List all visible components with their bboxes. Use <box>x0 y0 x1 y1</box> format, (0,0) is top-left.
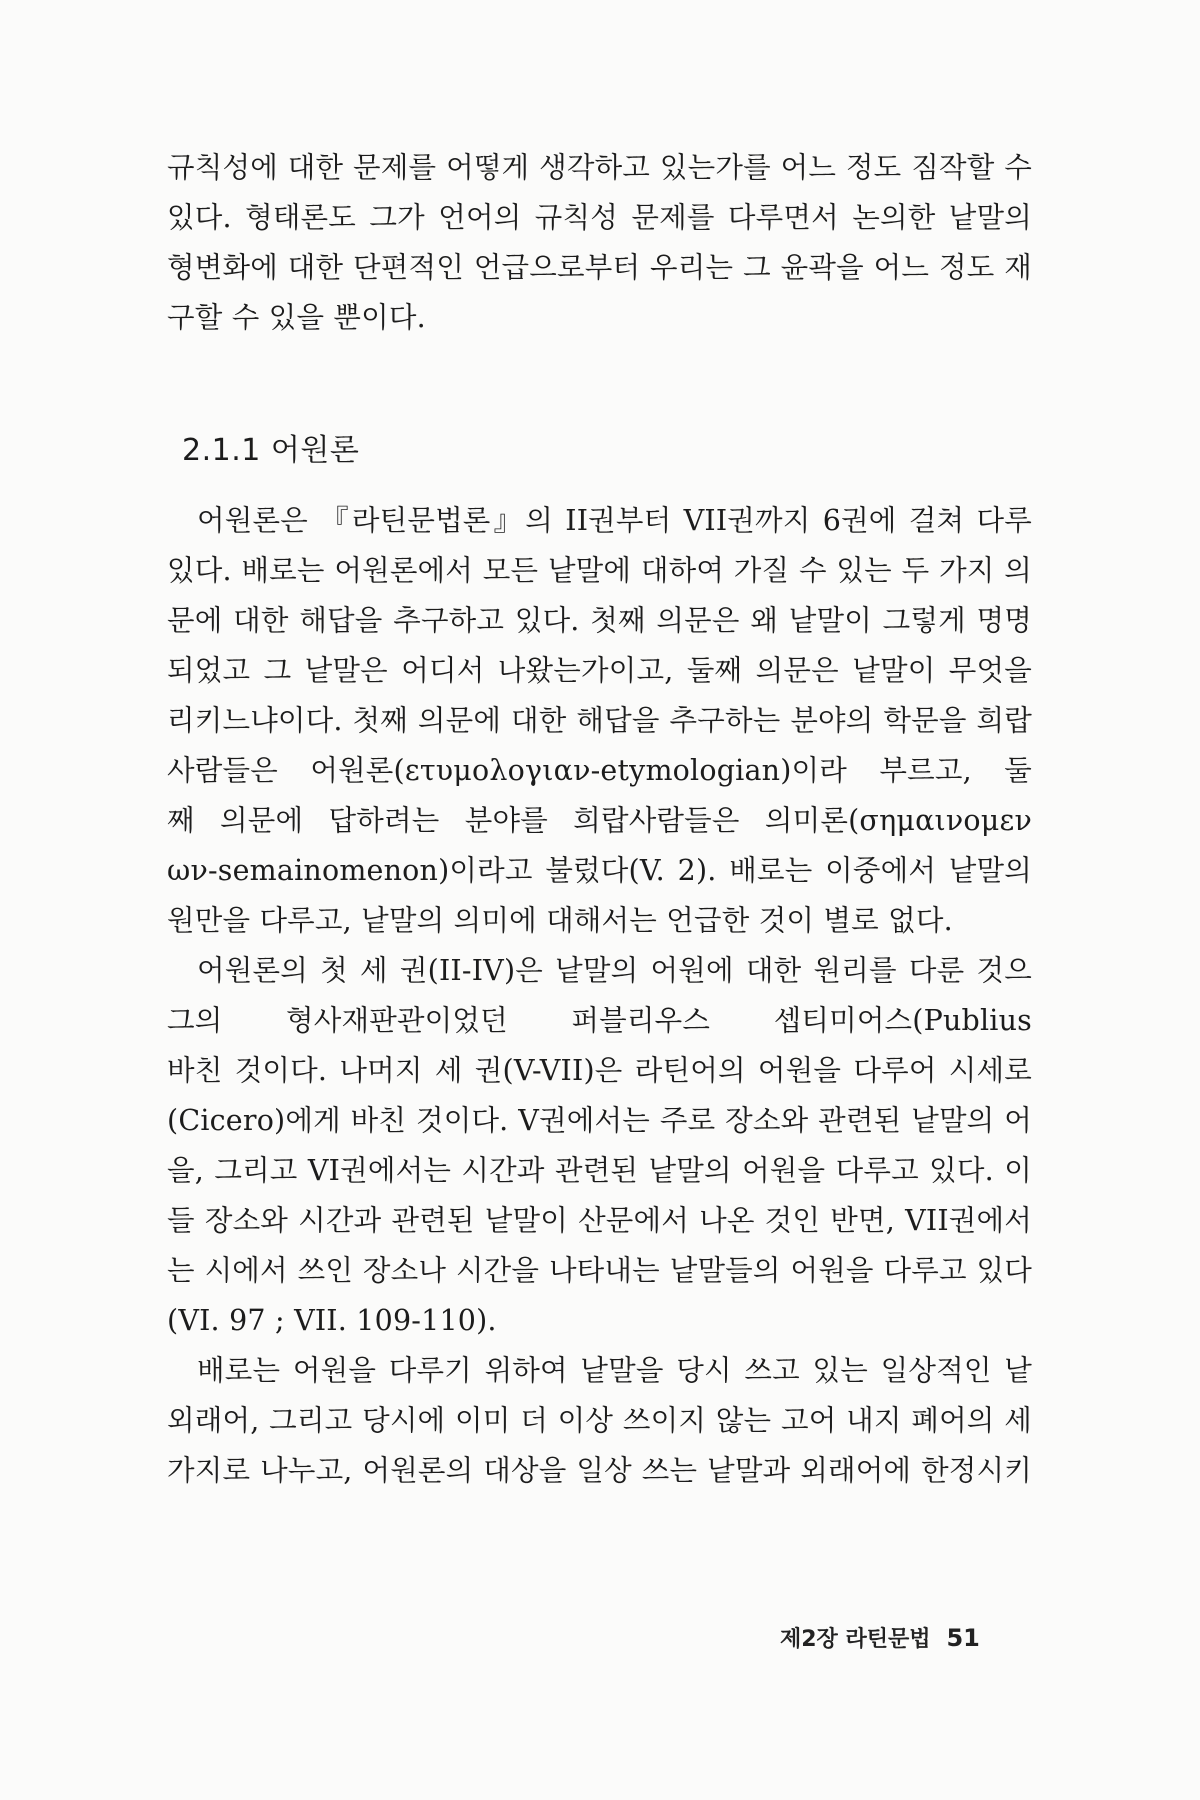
text-line: 배로는 어원을 다루기 위하여 낱말을 당시 쓰고 있는 일상적인 낱 <box>197 1354 1032 1387</box>
text-line: 있다. 배로는 어원론에서 모든 낱말에 대하여 가질 수 있는 두 가지 의 <box>167 554 1032 587</box>
text-line: 문에 대한 해답을 추구하고 있다. 첫째 의문은 왜 낱말이 그렇게 명명 <box>167 604 1032 637</box>
text-line: 가지로 나누고, 어원론의 대상을 일상 쓰는 낱말과 외래어에 한정시키 <box>167 1454 1032 1487</box>
paragraph-3 <box>167 1346 1032 1496</box>
intro-paragraph <box>167 143 1032 343</box>
text-line: 어원론의 첫 세 권(II-IV)은 낱말의 어원에 대한 원리를 다룬 것으 <box>197 954 1032 987</box>
text-line: 리키느냐이다. 첫째 의문에 대한 해답을 추구하는 분야의 학문을 희랍 <box>167 704 1032 737</box>
text-line: 째 의문에 답하려는 분야를 희랍사람들은 의미론(σημαινομεν <box>167 804 1032 837</box>
text-line: 원만을 다루고, 낱말의 의미에 대해서는 언급한 것이 별로 없다. <box>167 904 953 937</box>
text-line: 외래어, 그리고 당시에 이미 더 이상 쓰이지 않는 고어 내지 폐어의 세 <box>167 1404 1032 1437</box>
text-line: 있다. 형태론도 그가 언어의 규칙성 문제를 다루면서 논의한 낱말의 <box>167 201 1032 234</box>
page-number: 51 <box>946 1624 980 1652</box>
text-line: 을, 그리고 VI권에서는 시간과 관련된 낱말의 어원을 다루고 있다. 이 <box>167 1154 1032 1187</box>
text-line: 규칙성에 대한 문제를 어떻게 생각하고 있는가를 어느 정도 짐작할 수 <box>167 151 1032 184</box>
paragraph-2 <box>167 946 1032 1346</box>
text-line: 들 장소와 시간과 관련된 낱말이 산문에서 나온 것인 반면, VII권에서 <box>167 1204 1032 1237</box>
paragraph-1 <box>167 496 1032 946</box>
chapter-label: 제2장 라틴문법 <box>780 1627 931 1652</box>
text-line: (Cicero)에게 바친 것이다. V권에서는 주로 장소와 관련된 낱말의 어 <box>167 1104 1032 1137</box>
text-line: 구할 수 있을 뿐이다. <box>167 301 426 334</box>
text-line: ων-semainomenon)이라고 불렀다(V. 2). 배로는 이중에서 낱말의 <box>167 854 1032 887</box>
text-line: 되었고 그 낱말은 어디서 나왔는가이고, 둘째 의문은 낱말이 무엇을 <box>167 654 1032 687</box>
text-line: 바친 것이다. 나머지 세 권(V-VII)은 라틴어의 어원을 다루어 시세로 <box>167 1054 1032 1087</box>
text-line: 어원론은 『라틴문법론』의 II권부터 VII권까지 6권에 걸쳐 다루 <box>197 504 1032 537</box>
text-line: 사람들은 어원론(ετυμολογιαν-etymologian)이라 부르고, 둘 <box>167 754 1032 787</box>
text-line: 는 시에서 쓰인 장소나 시간을 나타내는 낱말들의 어원을 다루고 있다 <box>167 1254 1032 1287</box>
text-line: 형변화에 대한 단편적인 언급으로부터 우리는 그 윤곽을 어느 정도 재 <box>167 251 1032 284</box>
text-line: (VI. 97 ; VII. 109-110). <box>167 1304 497 1337</box>
text-line: 그의 형사재판관이었던 퍼블리우스 셉티미어스(Publius <box>167 1004 1032 1037</box>
page-footer <box>780 1622 980 1653</box>
section-heading: 2.1.1 어원론 <box>182 433 360 468</box>
